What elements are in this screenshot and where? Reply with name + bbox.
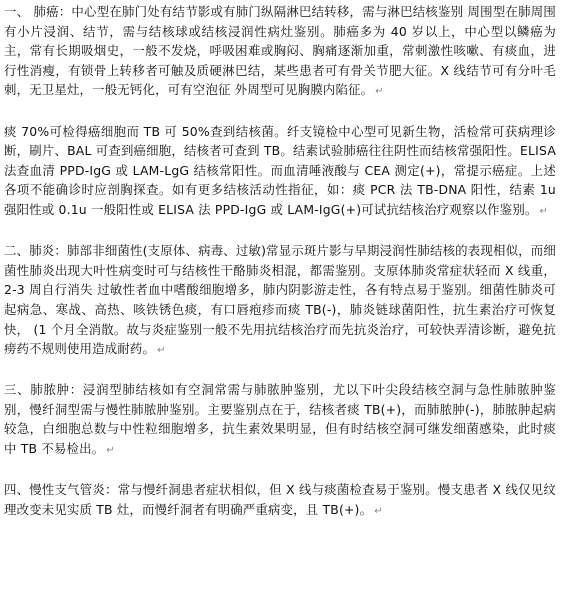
- paragraph-text: 二、肺炎：肺部非细菌性(支原体、病毒、过敏)常显示斑片影与早期浸润性肺结核的表现相似，而细菌性肺炎出现大叶性病变时可与结核性干酪肺炎相混，都需鉴别。支原体肺炎常症状轻而 X 线重，2-3 周自行消失 过敏性者血中嗜酸细胞增多，肺内阴影游走性，各有特点易于鉴别。细菌性肺炎可起病急、寒战、高热、咳铁锈色痰，有口唇疱疹而痰 TB(-)，肺炎链球菌阳性，抗生素治疗可恢复快， (1 个月全消散。故与炎症鉴别一般不先用抗结核治疗而先抗炎治疗，可较快弄清诊断，避免抗痨药不规则使用造成耐药。: [4, 243, 556, 357]
- paragraph-text: 痰 70%可检得癌细胞而 TB 可 50%查到结核菌。纤支镜检中心型可见新生物，活检常可获病理诊断，刷片、BAL 可查到癌细胞，结核者可查到 TB。结素试验肺癌往往阴性而结核常强阳性。ELISA 法查血清 PPD-IgG 或 LAM-LgG 结核常阳性。而血清唾液酸与 CEA 测定(+)，常提示癌症。上述各项不能确诊时应剖胸探查。如有更多结核活动性指征，如：痰 PCR 法 TB-DNA 阳性，结素 1u 强阳性或 0.1u 一般阳性或 ELISA 法 PPD-IgG 或 LAM-IgG(+)可试抗结核治疗观察以作鉴别。: [4, 123, 556, 217]
- paragraph-text: 一、 肺癌：中心型在肺门处有结节影或有肺门纵隔淋巴结转移，需与淋巴结核鉴别 周围型在肺周围有小片浸润、结节，需与结核球或结核浸润性病灶鉴别。肺癌多为 40 岁以上，中心型以鳞癌为主，常有长期吸烟史，一般不发烧，呼吸困难或胸闷、胸痛逐渐加重，常刺激性咳嗽、有痰血，进行性消瘦，有锁骨上转移者可触及质硬淋巴结，某些患者可有骨关节肥大征。X 线结节可有分叶毛刺，无卫星灶，一般无钙化，可有空泡征 外周型可见胸膜内陷征。: [4, 4, 556, 98]
- blank-line: [4, 102, 556, 122]
- paragraph-mark-icon: ↵: [157, 345, 166, 357]
- paragraph-text: 三、肺脓肿：浸润型肺结核如有空洞常需与肺脓肿鉴别，尤以下叶尖段结核空洞与急性肺脓肿鉴别，慢纤洞型需与慢性肺脓肿鉴别。主要鉴别点在于，结核者痰 TB(+)，而肺脓肿(-)，肺脓肿起病较急，白细胞总数与中性粒细胞增多，抗生素效果明显，但有时结核空洞可继发细菌感染，此时痰中 TB 不易检出。: [4, 382, 556, 457]
- paragraph-pneumonia: [4, 241, 556, 361]
- paragraph-chronic-bronchitis: [4, 480, 556, 521]
- document-body: [4, 2, 556, 521]
- paragraph-text: 四、慢性支气管炎：常与慢纤洞患者症状相似，但 X 线与痰菌检查易于鉴别。慢支患者 X 线仅见纹理改变未见实质 TB 灶，而慢纤洞者有明确严重病变，且 TB(+)。: [4, 482, 556, 517]
- paragraph-mark-icon: ↵: [374, 505, 383, 517]
- paragraph-lung-abscess: [4, 380, 556, 460]
- paragraph-mark-icon: ↵: [106, 445, 115, 457]
- blank-line: [4, 361, 556, 381]
- paragraph-mark-icon: ↵: [539, 205, 549, 217]
- paragraph-lung-cancer: [4, 2, 556, 102]
- paragraph-mark-icon: ↵: [375, 86, 384, 98]
- blank-line: [4, 222, 556, 242]
- paragraph-sputum-tests: [4, 122, 556, 222]
- blank-line: [4, 461, 556, 481]
